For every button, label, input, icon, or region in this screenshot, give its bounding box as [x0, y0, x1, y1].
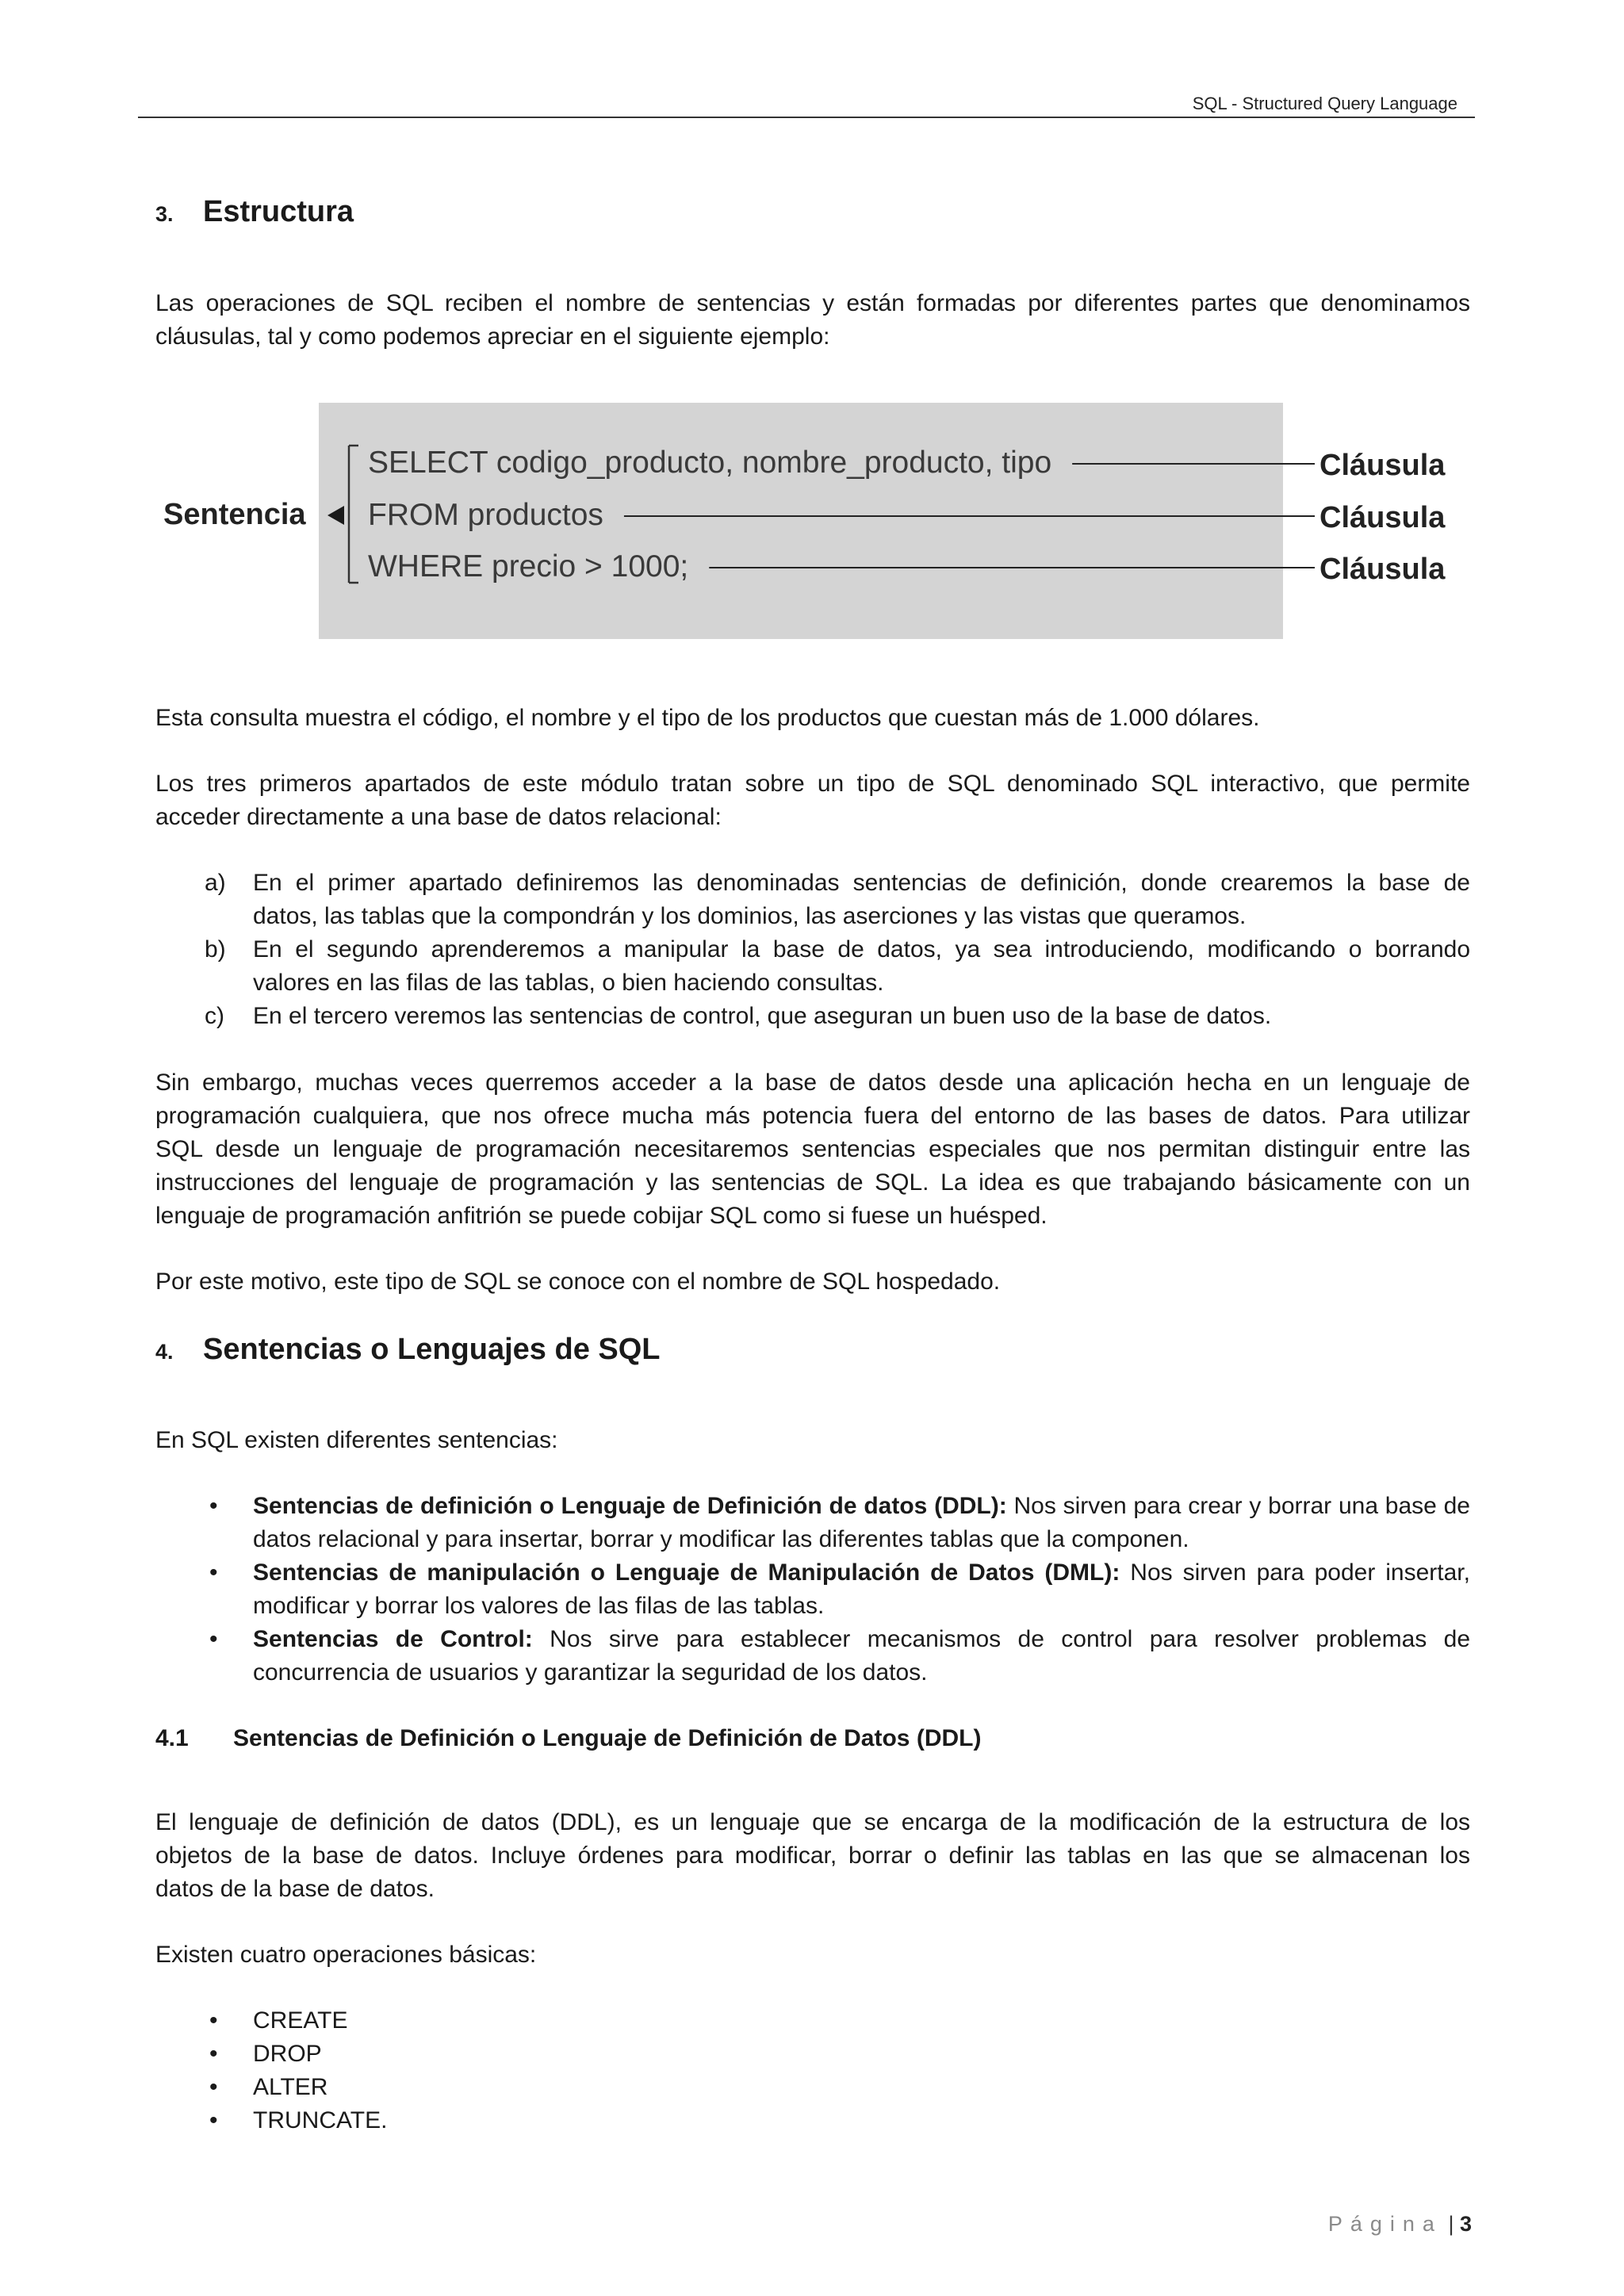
section-4-bullet-list: [155, 1490, 1470, 1689]
intro-line: cláusulas, tal y como podemos apreciar en el siguiente ejemplo:: [155, 323, 830, 350]
body-line: Los tres primeros apartados de este módulo tratan sobre un tipo de SQL denominado SQL interactivo, que permite: [155, 771, 1470, 797]
clause-label: Cláusula: [1320, 553, 1446, 586]
page-separator: |: [1448, 2212, 1454, 2236]
body-line: El lenguaje de definición de datos (DDL), es un lenguaje que se encarga de la modificación de la estructura de los: [155, 1809, 1470, 1835]
list-item-line: valores en las filas de las tablas, o bien haciendo consultas.: [253, 970, 884, 996]
bullet-item-line: modificar y borrar los valores de las filas de las tablas.: [253, 1593, 825, 1619]
list-item: [155, 867, 1470, 933]
list-item-text: [253, 933, 1470, 1000]
body-line: acceder directamente a una base de datos relacional:: [155, 804, 722, 830]
body-line: datos de la base de datos.: [155, 1876, 435, 1902]
bullet-icon: •: [209, 1626, 218, 1652]
bullet-item-line: Sentencias de manipulación o Lenguaje de Manipulación de Datos (DML): Nos sirven para poder insertar,: [253, 1559, 1470, 1586]
bullet-item: [155, 1490, 1470, 1556]
page-footer: [1328, 2212, 1472, 2237]
section-41-ops-intro: Existen cuatro operaciones básicas:: [155, 1942, 537, 1968]
running-header: SQL - Structured Query Language: [1192, 94, 1457, 113]
body-line: Por este motivo, este tipo de SQL se conoce con el nombre de SQL hospedado.: [155, 1269, 1001, 1295]
bullet-item: [155, 1623, 1470, 1689]
operation-item: [155, 2038, 1470, 2071]
bullet-item: [155, 1556, 1470, 1623]
bullet-item-line: concurrencia de usuarios y garantizar la seguridad de los datos.: [253, 1659, 928, 1686]
section-3-lettered-list: [155, 867, 1470, 1033]
section-4-number: 4.: [155, 1340, 174, 1364]
list-item: [155, 1000, 1470, 1033]
bullet-icon: •: [209, 2107, 218, 2133]
bullet-item-text: [253, 1490, 1470, 1556]
section-3-title: Estructura: [203, 195, 354, 228]
list-item-line: En el primer apartado definiremos las denominadas sentencias de definición, donde crearemos la base de: [253, 870, 1470, 896]
list-item-line: En el segundo aprenderemos a manipular la base de datos, ya sea introduciendo, modificando o borrando: [253, 936, 1470, 962]
list-marker: a): [205, 870, 226, 896]
list-marker: c): [205, 1003, 224, 1029]
bullet-item-line: Sentencias de definición o Lenguaje de Definición de datos (DDL): Nos sirven para crear y borrar una base de: [253, 1493, 1470, 1519]
section-3-body: [155, 702, 1470, 834]
body-line: programación cualquiera, que nos ofrece mucha más potencia fuera del entorno de las bases de datos. Para utilizar: [155, 1103, 1470, 1129]
section-41-title: Sentencias de Definición o Lenguaje de Definición de Datos (DDL): [233, 1725, 982, 1751]
section-4-title: Sentencias o Lenguajes de SQL: [203, 1333, 661, 1366]
body-line: lenguaje de programación anfitrión se puede cobijar SQL como si fuese un huésped.: [155, 1203, 1048, 1229]
code-line: SELECT codigo_producto, nombre_producto, tipo: [368, 446, 1052, 480]
list-item-text: [253, 1000, 1470, 1033]
section-4-intro: En SQL existen diferentes sentencias:: [155, 1427, 558, 1453]
list-item-line: datos, las tablas que la compondrán y los dominios, las aserciones y las vistas que queramos.: [253, 903, 1247, 929]
operation-label: ALTER: [253, 2074, 328, 2100]
list-item-line: En el tercero veremos las sentencias de control, que aseguran un buen uso de la base de datos.: [253, 1003, 1272, 1029]
list-item: [155, 933, 1470, 1000]
section-3-closing: [155, 1066, 1470, 1299]
clause-label: Cláusula: [1320, 449, 1446, 482]
sentence-label: Sentencia: [163, 498, 306, 531]
sql-sentence-figure: [0, 0, 1624, 714]
operation-item: [155, 2004, 1470, 2038]
operation-label: CREATE: [253, 2007, 348, 2034]
bullet-icon: •: [209, 1559, 218, 1586]
list-item-text: [253, 867, 1470, 933]
operation-label: DROP: [253, 2041, 322, 2067]
clause-label: Cláusula: [1320, 501, 1446, 534]
operation-item: [155, 2104, 1470, 2137]
bullet-item-line: Sentencias de Control: Nos sirve para establecer mecanismos de control para resolver problemas de: [253, 1626, 1471, 1652]
body-line: Sin embargo, muchas veces querremos acceder a la base de datos desde una aplicación hecha en un lenguaje de: [155, 1070, 1470, 1096]
intro-line: Las operaciones de SQL reciben el nombre de sentencias y están formadas por diferentes partes que denominamos: [155, 290, 1470, 316]
paragraph-gap: [155, 735, 1470, 767]
bullet-item-text: [253, 1623, 1470, 1689]
paragraph-gap: [155, 1233, 1470, 1265]
code-line: FROM productos: [368, 498, 603, 532]
bullet-item-lead: Sentencias de manipulación o Lenguaje de Manipulación de Datos (DML):: [253, 1559, 1120, 1586]
body-line: SQL desde un lenguaje de programación necesitaremos sentencias especiales que nos permitan distinguir entre las: [155, 1136, 1470, 1162]
bullet-item-lead: Sentencias de Control:: [253, 1626, 533, 1652]
bullet-item-text: [253, 1556, 1470, 1623]
bullet-item-lead: Sentencias de definición o Lenguaje de Definición de datos (DDL):: [253, 1493, 1007, 1519]
body-line: objetos de la base de datos. Incluye órdenes para modificar, borrar o definir las tablas en las que se almacenan los: [155, 1843, 1470, 1869]
operation-item: [155, 2071, 1470, 2104]
section-3-number: 3.: [155, 202, 174, 226]
bullet-item-line: datos relacional y para insertar, borrar y modificar las diferentes tablas que la componen.: [253, 1526, 1189, 1552]
operations-list: [155, 2004, 1470, 2137]
page-word: Página: [1327, 2212, 1442, 2236]
code-line: WHERE precio > 1000;: [368, 549, 689, 584]
bullet-icon: •: [209, 2007, 218, 2034]
section-41-paragraph: [155, 1806, 1470, 1906]
section-41-number: 4.1: [155, 1725, 189, 1751]
list-marker: b): [205, 936, 226, 962]
page-number: 3: [1459, 2212, 1472, 2236]
bullet-icon: •: [209, 2041, 218, 2067]
bullet-icon: •: [209, 1493, 218, 1519]
bullet-icon: •: [209, 2074, 218, 2100]
body-line: instrucciones del lenguaje de programación y las sentencias de SQL. La idea es que trabajando básicamente con un: [155, 1169, 1470, 1196]
operation-label: TRUNCATE.: [253, 2107, 388, 2133]
body-line: Esta consulta muestra el código, el nombre y el tipo de los productos que cuestan más de 1.000 dólares.: [155, 705, 1260, 731]
